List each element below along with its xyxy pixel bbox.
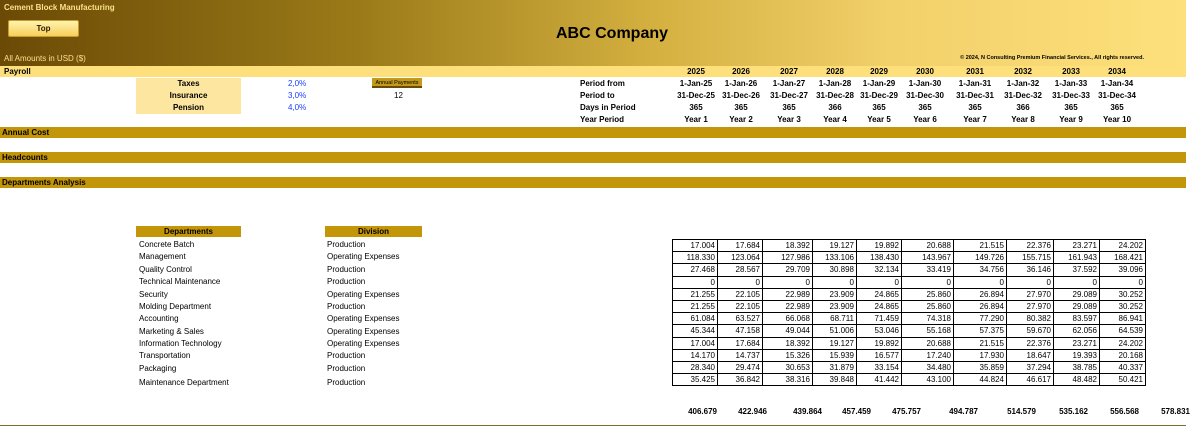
value-cell[interactable]: 43.100	[902, 374, 954, 386]
value-cell[interactable]: 26.894	[954, 288, 1007, 300]
value-cell[interactable]: 0	[902, 276, 954, 288]
total-cell: 514.579	[1007, 407, 1036, 416]
table-row	[673, 288, 1146, 300]
departments-analysis-label: Departments Analysis	[2, 178, 86, 187]
total-cell: 457.459	[842, 407, 871, 416]
period-to-cell: 31-Dec-26	[722, 91, 760, 100]
year-header: 2029	[870, 67, 888, 76]
period-from-cell: 1-Jan-28	[818, 79, 852, 88]
value-cell[interactable]: 127.986	[763, 252, 813, 264]
period-from-cell: 1-Jan-26	[724, 79, 758, 88]
value-cell[interactable]: 59.670	[1007, 325, 1054, 337]
year-header: 2025	[687, 67, 705, 76]
value-cell[interactable]: 18.392	[763, 240, 813, 252]
value-cell[interactable]: 66.068	[763, 313, 813, 325]
value-cell[interactable]: 63.527	[718, 313, 763, 325]
value-cell[interactable]: 38.785	[1054, 361, 1100, 373]
value-cell[interactable]: 39.096	[1100, 264, 1146, 276]
year-header: 2033	[1062, 67, 1080, 76]
table-row	[673, 252, 1146, 264]
year-header: 2031	[966, 67, 984, 76]
period-from-cell: 1-Jan-30	[908, 79, 942, 88]
value-cell[interactable]: 30.252	[1100, 288, 1146, 300]
value-cell[interactable]: 27.468	[673, 264, 718, 276]
value-cell[interactable]: 21.255	[673, 300, 718, 312]
total-cell: 406.679	[688, 407, 717, 416]
value-cell[interactable]: 30.252	[1100, 300, 1146, 312]
total-cell: 422.946	[738, 407, 767, 416]
total-cell: 494.787	[949, 407, 978, 416]
department-division: Production	[327, 265, 366, 274]
department-name: Quality Control	[139, 265, 192, 274]
value-cell[interactable]: 18.392	[763, 337, 813, 349]
value-cell[interactable]: 29.089	[1054, 288, 1100, 300]
table-row	[673, 313, 1146, 325]
value-cell[interactable]: 44.824	[954, 374, 1007, 386]
currency-note: All Amounts in USD ($)	[4, 54, 86, 63]
year-header: 2034	[1108, 67, 1126, 76]
value-cell[interactable]: 22.989	[763, 300, 813, 312]
department-division: Production	[327, 277, 366, 286]
table-row	[673, 337, 1146, 349]
value-cell[interactable]: 22.376	[1007, 337, 1054, 349]
value-cell[interactable]: 36.842	[718, 374, 763, 386]
department-name: Technical Maintenance	[139, 277, 221, 286]
value-cell[interactable]: 48.482	[1054, 374, 1100, 386]
value-cell[interactable]: 34.480	[902, 361, 954, 373]
value-cell[interactable]: 23.909	[813, 300, 857, 312]
year-header: 2026	[732, 67, 750, 76]
value-cell[interactable]: 30.653	[763, 361, 813, 373]
department-name: Packaging	[139, 364, 177, 373]
param-insurance-value[interactable]: 3,0%	[288, 91, 307, 100]
value-cell[interactable]: 22.105	[718, 288, 763, 300]
table-row	[673, 264, 1146, 276]
period-from-label: Period from	[580, 79, 625, 88]
value-cell[interactable]: 55.168	[902, 325, 954, 337]
value-cell[interactable]: 39.848	[813, 374, 857, 386]
param-insurance-label: Insurance	[136, 90, 241, 102]
value-cell[interactable]: 17.930	[954, 349, 1007, 361]
year-period-cell: Year 2	[729, 115, 753, 124]
value-cell[interactable]: 41.442	[857, 374, 902, 386]
value-cell[interactable]: 61.084	[673, 313, 718, 325]
period-to-cell: 31-Dec-27	[770, 91, 808, 100]
value-cell[interactable]: 49.044	[763, 325, 813, 337]
table-row	[673, 325, 1146, 337]
value-cell[interactable]: 80.382	[1007, 313, 1054, 325]
value-cell[interactable]: 0	[1007, 276, 1054, 288]
value-cell[interactable]: 34.756	[954, 264, 1007, 276]
period-from-cell: 1-Jan-29	[862, 79, 896, 88]
value-cell[interactable]: 168.421	[1100, 252, 1146, 264]
value-cell[interactable]: 64.539	[1100, 325, 1146, 337]
value-cell[interactable]: 36.146	[1007, 264, 1054, 276]
headcounts-section	[0, 152, 1186, 163]
table-row	[673, 300, 1146, 312]
table-row	[673, 374, 1146, 386]
value-cell[interactable]: 24.202	[1100, 337, 1146, 349]
departments-analysis-section	[0, 177, 1186, 188]
total-cell: 439.864	[793, 407, 822, 416]
header-banner	[0, 0, 1186, 66]
value-cell[interactable]: 17.004	[673, 240, 718, 252]
value-cell[interactable]: 35.425	[673, 374, 718, 386]
period-to-cell: 31-Dec-30	[906, 91, 944, 100]
value-cell[interactable]: 37.592	[1054, 264, 1100, 276]
table-row	[673, 240, 1146, 252]
value-cell[interactable]: 15.326	[763, 349, 813, 361]
period-to-cell: 31-Dec-33	[1052, 91, 1090, 100]
value-cell[interactable]: 0	[857, 276, 902, 288]
year-period-cell: Year 4	[823, 115, 847, 124]
value-cell[interactable]: 22.376	[1007, 240, 1054, 252]
param-pension-value[interactable]: 4,0%	[288, 103, 307, 112]
value-cell[interactable]: 21.515	[954, 240, 1007, 252]
total-cell: 475.757	[892, 407, 921, 416]
value-cell[interactable]: 14.737	[718, 349, 763, 361]
value-cell[interactable]: 23.271	[1054, 337, 1100, 349]
year-period-cell: Year 10	[1102, 115, 1132, 124]
department-name: Transportation	[139, 351, 191, 360]
value-cell[interactable]: 0	[1100, 276, 1146, 288]
year-period-cell: Year 3	[777, 115, 801, 124]
value-cell[interactable]: 21.515	[954, 337, 1007, 349]
value-cell[interactable]: 62.056	[1054, 325, 1100, 337]
param-pension-label: Pension	[136, 102, 241, 114]
value-cell[interactable]: 19.892	[857, 240, 902, 252]
value-cell[interactable]: 0	[763, 276, 813, 288]
annual-cost-label: Annual Cost	[2, 128, 50, 137]
value-cell[interactable]: 30.898	[813, 264, 857, 276]
value-cell[interactable]: 20.168	[1100, 349, 1146, 361]
value-cell[interactable]: 51.006	[813, 325, 857, 337]
value-cell[interactable]: 28.340	[673, 361, 718, 373]
table-row	[673, 349, 1146, 361]
top-button[interactable]: Top	[8, 20, 79, 37]
days-cell: 365	[1110, 103, 1124, 112]
annual-payments-value[interactable]: 12	[394, 91, 403, 100]
value-cell[interactable]: 37.294	[1007, 361, 1054, 373]
value-cell[interactable]: 26.894	[954, 300, 1007, 312]
value-cell[interactable]: 161.943	[1054, 252, 1100, 264]
value-cell[interactable]: 118.330	[673, 252, 718, 264]
days-cell: 365	[918, 103, 932, 112]
period-from-cell: 1-Jan-25	[679, 79, 713, 88]
department-name: Concrete Batch	[139, 240, 195, 249]
value-cell[interactable]: 46.617	[1007, 374, 1054, 386]
value-cell[interactable]: 29.474	[718, 361, 763, 373]
department-division: Production	[327, 378, 366, 387]
value-cell[interactable]: 22.105	[718, 300, 763, 312]
value-cell[interactable]: 86.941	[1100, 313, 1146, 325]
period-from-cell: 1-Jan-34	[1100, 79, 1134, 88]
days-cell: 365	[872, 103, 886, 112]
year-period-cell: Year 6	[913, 115, 937, 124]
value-cell[interactable]: 0	[954, 276, 1007, 288]
table-row	[673, 361, 1146, 373]
param-taxes-label: Taxes	[136, 78, 241, 90]
year-period-label: Year Period	[580, 115, 625, 124]
value-cell[interactable]: 74.318	[902, 313, 954, 325]
value-cell[interactable]: 35.859	[954, 361, 1007, 373]
value-cell[interactable]: 20.688	[902, 337, 954, 349]
value-cell[interactable]: 47.158	[718, 325, 763, 337]
year-header: 2027	[780, 67, 798, 76]
period-from-cell: 1-Jan-31	[958, 79, 992, 88]
days-cell: 366	[828, 103, 842, 112]
year-period-cell: Year 7	[963, 115, 987, 124]
department-division: Production	[327, 302, 366, 311]
department-name: Marketing & Sales	[139, 327, 204, 336]
departments-header: Departments	[136, 226, 241, 237]
value-cell[interactable]: 33.419	[902, 264, 954, 276]
year-period-cell: Year 9	[1059, 115, 1083, 124]
value-cell[interactable]: 0	[673, 276, 718, 288]
value-cell[interactable]: 24.865	[857, 300, 902, 312]
year-period-cell: Year 1	[684, 115, 708, 124]
value-cell[interactable]: 19.393	[1054, 349, 1100, 361]
period-from-cell: 1-Jan-33	[1054, 79, 1088, 88]
value-cell[interactable]: 14.170	[673, 349, 718, 361]
department-name: Maintenance Department	[139, 378, 229, 387]
total-cell: 578.831	[1161, 407, 1190, 416]
department-name: Molding Department	[139, 302, 212, 311]
days-in-period-label: Days in Period	[580, 103, 636, 112]
value-cell[interactable]: 19.127	[813, 337, 857, 349]
department-division: Operating Expenses	[327, 314, 400, 323]
value-cell[interactable]: 18.647	[1007, 349, 1054, 361]
value-cell[interactable]: 17.240	[902, 349, 954, 361]
department-division: Production	[327, 351, 366, 360]
value-cell[interactable]: 50.421	[1100, 374, 1146, 386]
year-header: 2028	[826, 67, 844, 76]
period-from-cell: 1-Jan-32	[1006, 79, 1040, 88]
department-division: Operating Expenses	[327, 290, 400, 299]
value-cell[interactable]: 19.127	[813, 240, 857, 252]
value-cell[interactable]: 29.709	[763, 264, 813, 276]
value-cell[interactable]: 19.892	[857, 337, 902, 349]
department-name: Management	[139, 252, 186, 261]
value-cell[interactable]: 23.271	[1054, 240, 1100, 252]
value-cell[interactable]: 29.089	[1054, 300, 1100, 312]
value-cell[interactable]: 23.909	[813, 288, 857, 300]
value-cell[interactable]: 40.337	[1100, 361, 1146, 373]
value-cell[interactable]: 77.290	[954, 313, 1007, 325]
total-cell: 556.568	[1110, 407, 1139, 416]
bottom-divider	[0, 425, 1186, 426]
value-cell[interactable]: 123.064	[718, 252, 763, 264]
days-cell: 365	[734, 103, 748, 112]
value-cell[interactable]: 71.459	[857, 313, 902, 325]
department-name: Information Technology	[139, 339, 222, 348]
value-cell[interactable]: 138.430	[857, 252, 902, 264]
param-taxes-value[interactable]: 2,0%	[288, 79, 307, 88]
period-to-cell: 31-Dec-31	[956, 91, 994, 100]
days-cell: 365	[1064, 103, 1078, 112]
value-cell[interactable]: 17.684	[718, 240, 763, 252]
department-division: Production	[327, 364, 366, 373]
value-cell[interactable]: 24.202	[1100, 240, 1146, 252]
period-to-cell: 31-Dec-25	[677, 91, 715, 100]
total-cell: 535.162	[1059, 407, 1088, 416]
department-name: Accounting	[139, 314, 179, 323]
days-cell: 365	[968, 103, 982, 112]
value-cell[interactable]: 83.597	[1054, 313, 1100, 325]
value-cell[interactable]: 24.865	[857, 288, 902, 300]
value-cell[interactable]: 0	[813, 276, 857, 288]
year-period-cell: Year 5	[867, 115, 891, 124]
value-cell[interactable]: 133.106	[813, 252, 857, 264]
value-cell[interactable]: 68.711	[813, 313, 857, 325]
value-cell[interactable]: 16.577	[857, 349, 902, 361]
department-name: Security	[139, 290, 168, 299]
value-cell[interactable]: 17.684	[718, 337, 763, 349]
value-cell[interactable]: 57.375	[954, 325, 1007, 337]
value-cell[interactable]: 31.879	[813, 361, 857, 373]
table-row	[673, 276, 1146, 288]
value-cell[interactable]: 0	[718, 276, 763, 288]
payroll-label: Payroll	[4, 67, 31, 76]
value-cell[interactable]: 45.344	[673, 325, 718, 337]
value-cell[interactable]: 20.688	[902, 240, 954, 252]
value-cell[interactable]: 21.255	[673, 288, 718, 300]
annual-cost-section	[0, 127, 1186, 138]
value-cell[interactable]: 33.154	[857, 361, 902, 373]
value-cell[interactable]: 17.004	[673, 337, 718, 349]
app-title: Cement Block Manufacturing	[4, 3, 115, 12]
period-to-label: Period to	[580, 91, 615, 100]
copyright-text: © 2024, N Consulting Premium Financial Services., All rights reserved.	[960, 55, 1144, 61]
days-cell: 366	[1016, 103, 1030, 112]
days-cell: 365	[782, 103, 796, 112]
days-cell: 365	[689, 103, 703, 112]
value-cell[interactable]: 53.046	[857, 325, 902, 337]
year-header: 2032	[1014, 67, 1032, 76]
value-cell[interactable]: 149.726	[954, 252, 1007, 264]
annual-payments-label: Annual Payments	[372, 78, 422, 88]
value-cell[interactable]: 25.860	[902, 300, 954, 312]
departments-value-grid	[672, 239, 1146, 386]
period-to-cell: 31-Dec-32	[1004, 91, 1042, 100]
value-cell[interactable]: 25.860	[902, 288, 954, 300]
department-division: Operating Expenses	[327, 252, 400, 261]
value-cell[interactable]: 0	[1054, 276, 1100, 288]
value-cell[interactable]: 143.967	[902, 252, 954, 264]
value-cell[interactable]: 27.970	[1007, 288, 1054, 300]
department-division: Operating Expenses	[327, 327, 400, 336]
value-cell[interactable]: 22.989	[763, 288, 813, 300]
company-title: ABC Company	[556, 25, 669, 42]
headcounts-label: Headcounts	[2, 153, 48, 162]
period-to-cell: 31-Dec-29	[860, 91, 898, 100]
period-to-cell: 31-Dec-28	[816, 91, 854, 100]
value-cell[interactable]: 155.715	[1007, 252, 1054, 264]
value-cell[interactable]: 28.567	[718, 264, 763, 276]
period-from-cell: 1-Jan-27	[772, 79, 806, 88]
division-header: Division	[325, 226, 422, 237]
value-cell[interactable]: 38.316	[763, 374, 813, 386]
value-cell[interactable]: 15.939	[813, 349, 857, 361]
department-division: Production	[327, 240, 366, 249]
value-cell[interactable]: 32.134	[857, 264, 902, 276]
period-to-cell: 31-Dec-34	[1098, 91, 1136, 100]
value-cell[interactable]: 27.970	[1007, 300, 1054, 312]
year-period-cell: Year 8	[1011, 115, 1035, 124]
year-header: 2030	[916, 67, 934, 76]
department-division: Operating Expenses	[327, 339, 400, 348]
